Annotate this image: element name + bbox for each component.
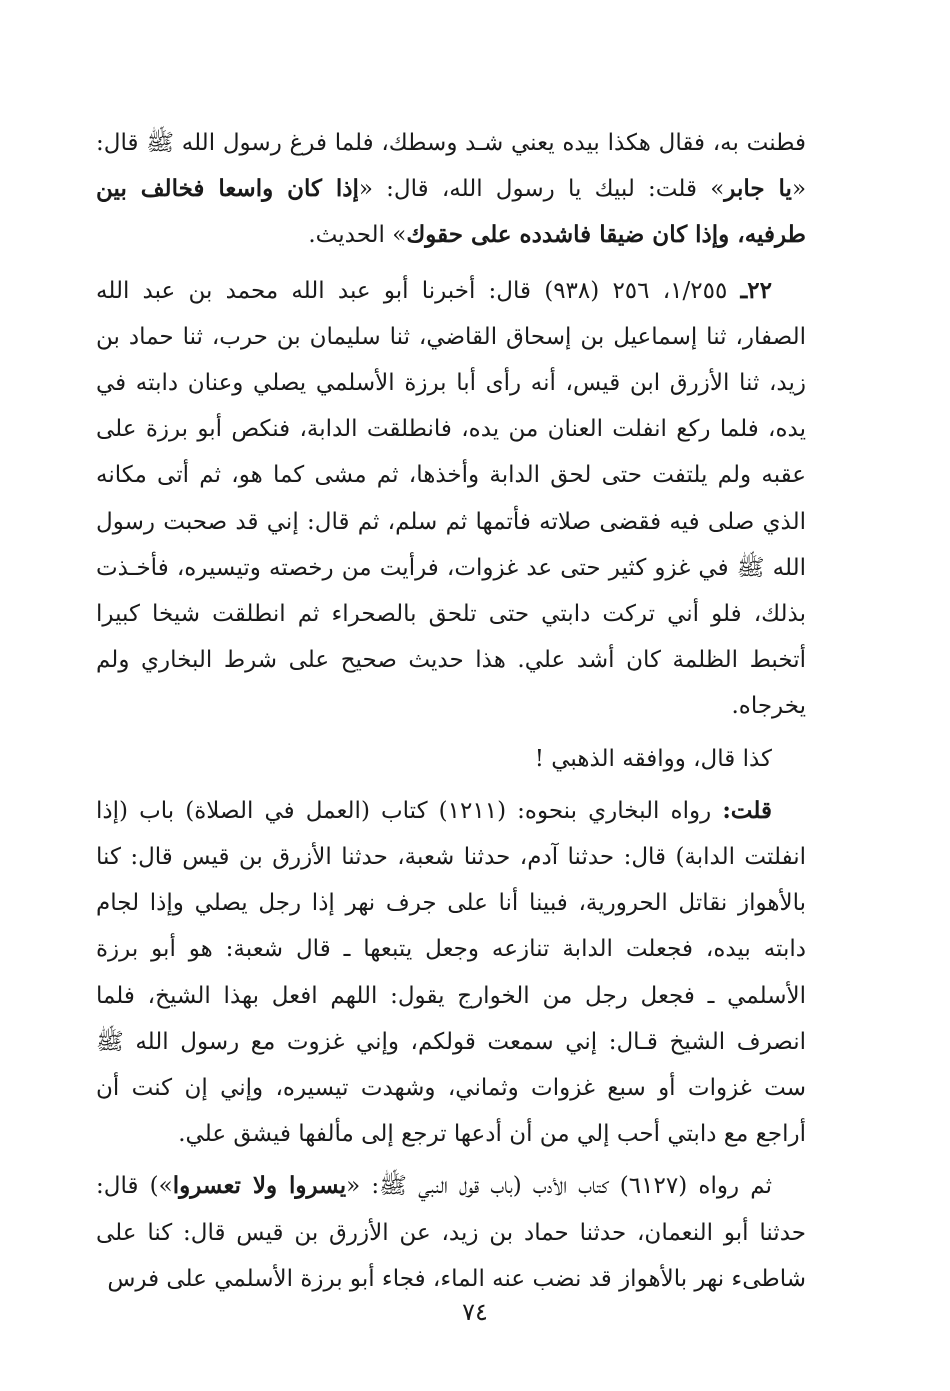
text: رواه البخاري بنحوه: (١٢١١) كتاب (العمل في الصلاة) باب (إذا انفلتت الدابة) قال: حدثنا آدم، حدثنا شعبة، حدثنا الأزرق بن قيس قال: كنا بالأهواز نقاتل الحرورية، فبينا أنا على جرف نهر إذا رجل يصلي وإذا لجام دابته بيده، فجعلت الدابة تنازعه وجعل يتبعها ـ قال شعبة: هو أبو برزة الأسلمي ـ فجعل رجل من الخوارج يقول: اللهم افعل بهذا الشيخ، فلما انصرف الشيخ قـال: إني سمعت قولكم، وإني غزوت مع رسول الله ﷺ ست غزوات أو سبع غزوات وثماني، وشهدت تيسيره، وإني إن كنت أن أراجع مع دابتي أحب إلي من أن أدعها ترجع إلى مألفها فيشق علي. bbox=[96, 797, 806, 1148]
paragraph-bukhari-6127 bbox=[96, 1163, 806, 1302]
paragraph-hadith-22 bbox=[96, 268, 806, 730]
paragraph-comment bbox=[96, 736, 806, 782]
text: فطنت به، فقال هكذا بيده يعني شـد وسطك، فلما فرغ رسول الله ﷺ قال: « bbox=[96, 130, 807, 203]
text: » قلت: لبيك يا رسول الله، قال: « bbox=[358, 176, 725, 203]
label-qultu: قلت: bbox=[722, 796, 772, 824]
text: كذا قال، ووافقه الذهبي ! bbox=[534, 745, 772, 772]
hadith-number: ٢٢ـ bbox=[740, 276, 773, 304]
paragraph-bukhari-1211 bbox=[96, 788, 806, 1158]
text: ») قال: حدثنا أبو النعمان، حدثنا حماد بن زيد، عن الأزرق بن قيس قال: كنا على شاطىء نهر بالأهواز قد نضب عنه الماء، فجاء أبو برزة الأسلمي على فرس bbox=[96, 1173, 806, 1292]
bold-quote: يا جابر bbox=[724, 175, 792, 203]
page-number: ٧٤ bbox=[462, 1298, 488, 1326]
page-body bbox=[96, 120, 806, 1302]
text: » الحديث. bbox=[308, 222, 407, 249]
text: ثم رواه (٦١٢٧) كتاب الأدب (باب قول النبي ﷺ: « bbox=[346, 1173, 772, 1200]
text: ١/٢٥٥، ٢٥٦ (٩٣٨) قال: أخبرنا أبو عبد الله محمد بن عبد الله الصفار، ثنا إسماعيل بن إسحاق القاضي، ثنا سليمان بن حرب، ثنا حماد بن زيد، ثنا الأزرق ابن قيس، أنه رأى أبا برزة الأسلمي يصلي وعنان دابته في يده، فلما ركع انفلت العنان من يده، فانطلقت الدابة، فنكص أبو برزة على عقبه ولم يلتفت حتى لحق الدابة وأخذها، ثم مشى كما هو، ثم أتى مكانه الذي صلى فيه فقضى صلاته فأتمها ثم سلم، ثم قال: إني قد صحبت رسول الله ﷺ في غزو كثير حتى عد غزوات، فرأيت من رخصته وتيسيره، فأخـذت بذلك، فلو أني تركت دابتي حتى تلحق بالصحراء ثم انطلقت شيخا كبيرا أتخبط الظلمة كان أشد علي. هذا حديث صحيح على شرط البخاري ولم يخرجاه. bbox=[96, 277, 806, 720]
bold-quote: إذا كان واسعا فخالف بين طرفيه، وإذا كان ضيقا فاشدده على حقوك bbox=[96, 175, 806, 249]
paragraph-hadith-continuation bbox=[96, 120, 806, 259]
bold-quote: يسروا ولا تعسروا bbox=[172, 1172, 347, 1200]
